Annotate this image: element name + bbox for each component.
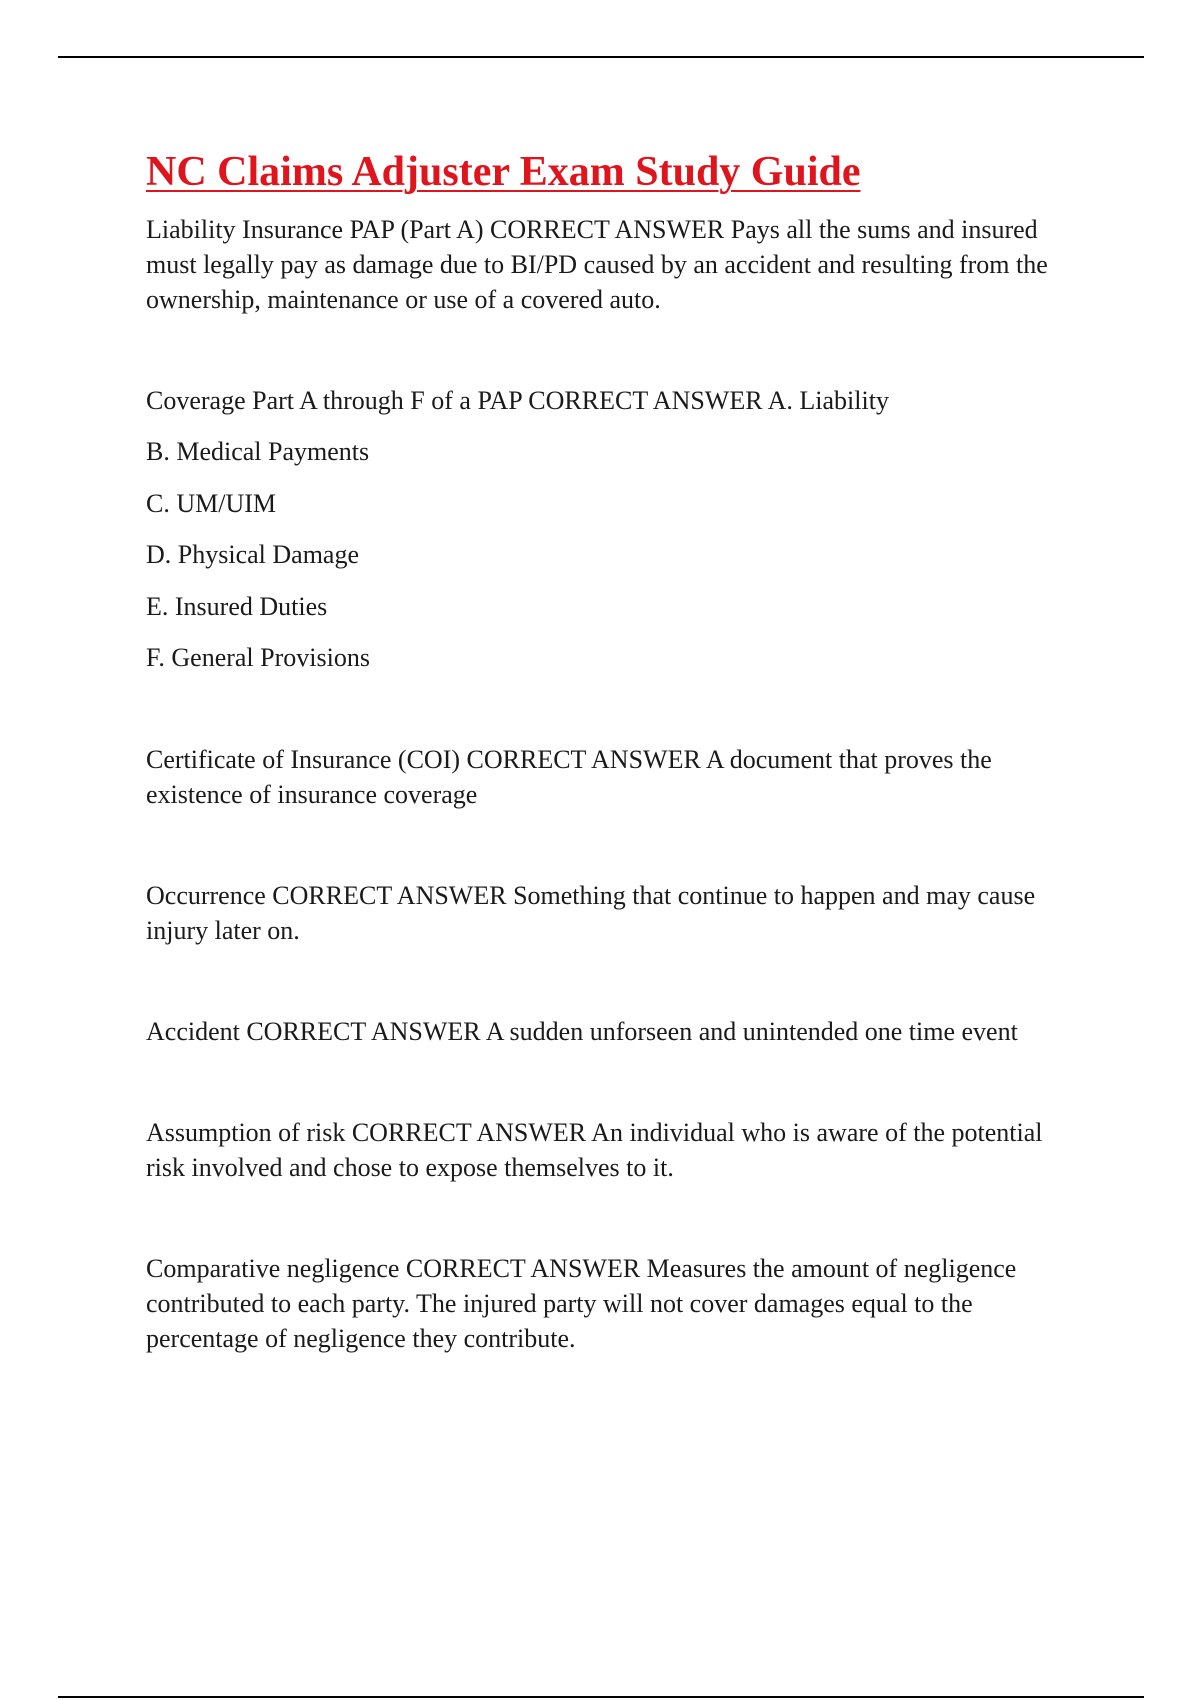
- entry-comparative-negligence: Comparative negligence CORRECT ANSWER Measures the amount of negligence contributed to each party. The injured party will not cover damages equal to the percentage of negligence they contribute.: [146, 1253, 1017, 1353]
- coverage-part-c: C. UM/UIM: [146, 488, 277, 518]
- document-body: [146, 146, 1086, 1356]
- entry-liability-insurance: Liability Insurance PAP (Part A) CORRECT ANSWER Pays all the sums and insured must legally pay as damage due to BI/PD caused by an accident and resulting from the ownership, maintenance or use of a covered auto.: [146, 215, 1048, 314]
- entry-coverage-parts: [146, 383, 1086, 692]
- bottom-rule: [58, 1696, 1144, 1698]
- coverage-part-a: Coverage Part A through F of a PAP CORRECT ANSWER A. Liability: [146, 386, 889, 415]
- top-rule: [58, 56, 1144, 58]
- coverage-part-b: B. Medical Payments: [146, 437, 370, 466]
- entry-accident: Accident CORRECT ANSWER A sudden unforseen and unintended one time event: [146, 1016, 1018, 1046]
- coverage-part-e: E. Insured Duties: [146, 591, 328, 621]
- coverage-part-d: D. Physical Damage: [146, 540, 360, 569]
- entry-assumption-of-risk: Assumption of risk CORRECT ANSWER An individual who is aware of the potential risk involved and chose to expose themselves to it.: [146, 1117, 1043, 1182]
- entry-certificate-of-insurance: Certificate of Insurance (COI) CORRECT ANSWER A document that proves the existence of insurance coverage: [146, 744, 992, 809]
- entry-occurrence: Occurrence CORRECT ANSWER Something that continue to happen and may cause injury later on.: [146, 880, 1036, 945]
- document-title: NC Claims Adjuster Exam Study Guide: [146, 149, 861, 195]
- coverage-part-f: F. General Provisions: [146, 643, 370, 672]
